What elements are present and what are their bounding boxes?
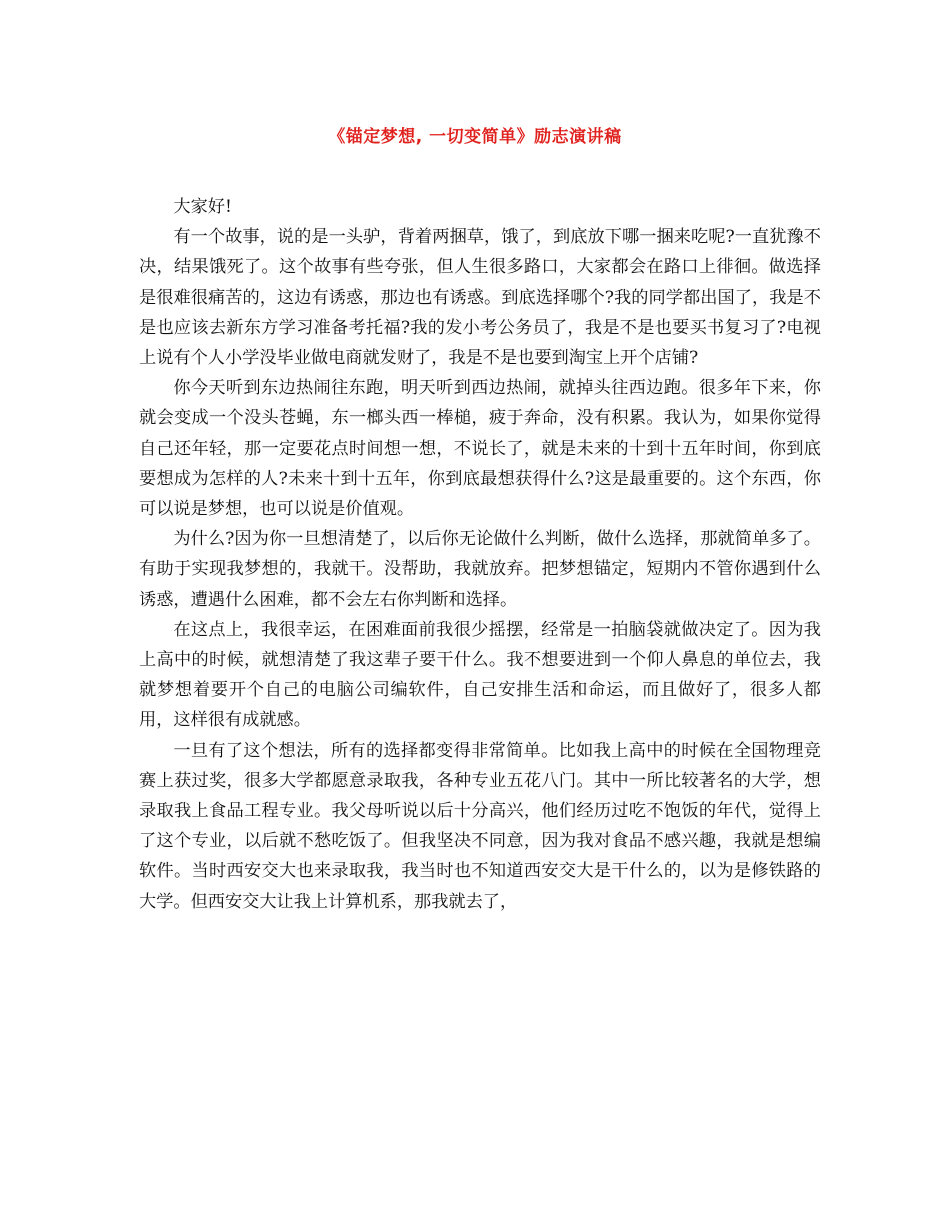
paragraph: 有一个故事，说的是一头驴，背着两捆草，饿了，到底放下哪一捆来吃呢?一直犹豫不决，结果饿死了。这个故事有些夸张，但人生很多路口，大家都会在路口上徘徊。做选择是很难很痛苦的，这边有诱惑，那边也有诱惑。到底选择哪个?我的同学都出国了，我是不是也应该去新东方学习准备考托福?我的发小考公务员了，我是不是也要买书复习了?电视上说有个人小学没毕业做电商就发财了，我是不是也要到淘宝上开个店铺? xyxy=(139,227,821,369)
document-body xyxy=(139,192,821,917)
paragraph: 你今天听到东边热闹往东跑，明天听到西边热闹，就掉头往西边跑。很多年下来，你就会变成一个没头苍蝇，东一榔头西一棒槌，疲于奔命，没有积累。我认为，如果你觉得自己还年轻，那一定要花点时间想一想，不说长了，就是未来的十到十五年时间，你到底要想成为怎样的人?未来十到十五年，你到底最想获得什么?这是最重要的。这个东西，你可以说是梦想，也可以说是价值观。 xyxy=(139,378,821,520)
paragraph: 在这点上，我很幸运，在困难面前我很少摇摆，经常是一拍脑袋就做决定了。因为我上高中的时候，就想清楚了我这辈子要干什么。我不想要进到一个仰人鼻息的单位去，我就梦想着要开个自己的电脑公司编软件，自己安排生活和命运，而且做好了，很多人都用，这样很有成就感。 xyxy=(139,619,821,731)
paragraph: 为什么?因为你一旦想清楚了，以后你无论做什么判断，做什么选择，那就简单多了。有助于实现我梦想的，我就干。没帮助，我就放弃。把梦想锚定，短期内不管你遇到什么诱惑，遭遇什么困难，都不会左右你判断和选择。 xyxy=(139,529,821,610)
paragraph-greeting: 大家好! xyxy=(173,197,232,217)
document-title: 《锚定梦想, 一切变简单》励志演讲稿 xyxy=(328,127,622,147)
paragraph: 一旦有了这个想法，所有的选择都变得非常简单。比如我上高中的时候在全国物理竞赛上获过奖，很多大学都愿意录取我，各种专业五花八门。其中一所比较著名的大学，想录取我上食品工程专业。我父母听说以后十分高兴，他们经历过吃不饱饭的年代，觉得上了这个专业，以后就不愁吃饭了。但我坚决不同意，因为我对食品不感兴趣，我就是想编软件。当时西安交大也来录取我，我当时也不知道西安交大是干什么的，以为是修铁路的大学。但西安交大让我上计算机系，那我就去了， xyxy=(139,740,821,912)
